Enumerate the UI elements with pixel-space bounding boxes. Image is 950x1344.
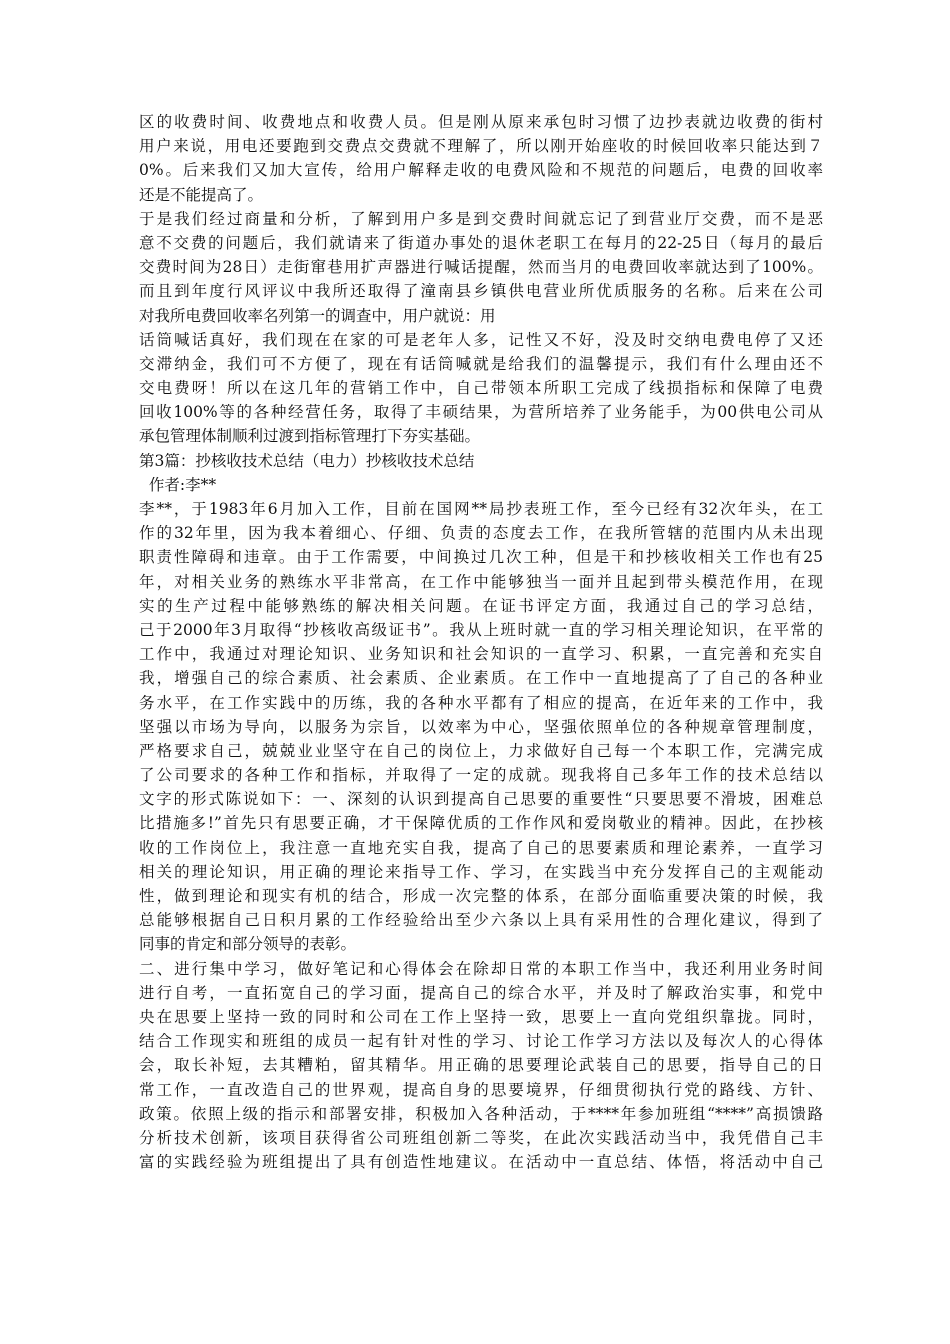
text-line: 承包管理体制顺利过渡到指标管理打下夯实基础。 <box>139 427 481 446</box>
text-line: 区的收费时间、收费地点和收费人员。但是刚从原来承包时习惯了边抄表就边收费的街村 <box>139 113 823 131</box>
text-line: 政策。依照上级的指示和部署安排，积极加入各种活动，于****年参加班组“****”高损馈路 <box>139 1104 823 1123</box>
text-line: 实的生产过程中能够熟练的解决相关问题。在证书评定方面，我通过自己的学习总结， <box>139 596 823 615</box>
text-line: 结合工作现实和班组的成员一起有针对性的学习、讨论工作学习方法以及每次人的心得体 <box>139 1032 823 1051</box>
text-line: 意不交费的问题后，我们就请来了街道办事处的退休老职工在每月的22-25日（每月的最后 <box>139 233 823 252</box>
text-line: 了公司要求的各种工作和指标，并取得了一定的成就。现我将自己多年工作的技术总结以 <box>139 766 823 785</box>
text-line: 央在思要上坚持一致的同时和公司在工作上坚持一致，思要上一直向党组织靠拢。同时， <box>139 1007 823 1026</box>
text-line: 交滞纳金，我们可不方便了，现在有话筒喊就是给我们的温馨提示，我们有什么理由还不 <box>139 354 823 373</box>
text-line: 进行自考，一直拓宽自己的学习面，提高自己的综合水平，并及时了解政治实事，和党中 <box>139 983 823 1002</box>
document-body-text <box>139 110 823 1174</box>
text-line: 同事的肯定和部分领导的表彰。 <box>139 935 357 954</box>
text-line: 话筒喊话真好，我们现在在家的可是老年人多，记性又不好，没及时交纳电费电停了又还 <box>139 330 823 349</box>
text-line: 回收100%等的各种经营任务，取得了丰硕结果，为营所培养了业务能手，为00供电公司从 <box>139 403 823 422</box>
text-line: 作的32年里，因为我本着细心、仔细、负责的态度去工作，在我所管辖的范围内从未出现 <box>139 524 823 543</box>
text-line: 常工作，一直改造自己的世界观，提高自身的思要境界，仔细贯彻执行党的路线、方针、 <box>139 1080 823 1099</box>
text-line: 还是不能提高了。 <box>139 185 264 204</box>
text-line: 于是我们经过商量和分析，了解到用户多是到交费时间就忘记了到营业厅交费，而不是恶 <box>139 209 823 228</box>
text-line: 相关的理论知识，用正确的理论来指导工作、学习，在实践当中充分发挥自己的主观能动 <box>139 862 823 881</box>
text-line: 己于2000年3月取得“抄核收高级证书”。我从上班时就一直的学习相关理论知识，在平常的 <box>139 620 823 639</box>
text-line: 性，做到理论和现实有机的结合，形成一次完整的体系，在部分面临重要决策的时候，我 <box>139 887 823 905</box>
text-line: 李**，于1983年6月加入工作，目前在国网**局抄表班工作，至今已经有32次年头，在工 <box>139 500 823 518</box>
text-line: 对我所电费回收率名列第一的调查中，用户就说：用 <box>139 306 496 325</box>
text-line: 0%。后来我们又加大宣传，给用户解释走收的电费风险和不规范的问题后，电费的回收率 <box>139 161 823 180</box>
text-line: 年，对相关业务的熟练水平非常高，在工作中能够独当一面并且起到带头模范作用，在现 <box>139 572 823 591</box>
text-line: 工作中，我通过对理论知识、业务知识和社会知识的一直学习、积累，一直完善和充实自 <box>139 645 823 664</box>
text-line: 文字的形式陈说如下：一、深刻的认识到提高自己思要的重要性“只要思要不滑坡，困难总 <box>139 790 823 809</box>
text-line: 用户来说，用电还要跑到交费点交费就不理解了，所以刚开始座收的时候回收率只能达到７ <box>139 137 823 156</box>
text-line: 我，增强自己的综合素质、社会素质、企业素质。在工作中一直地提高了了自己的各种业 <box>139 669 823 688</box>
text-line: 会，取长补短，去其糟粕，留其精华。用正确的思要理论武装自己的思要，指导自己的日 <box>139 1056 823 1075</box>
text-line: 严格要求自己，兢兢业业坚守在自己的岗位上，力求做好自己每一个本职工作，完满完成 <box>139 741 823 760</box>
text-line: 职责性障碍和违章。由于工作需要，中间换过几次工种，但是干和抄核收相关工作也有25 <box>139 548 823 567</box>
text-line: 总能够根据自己日积月累的工作经验给出至少六条以上具有采用性的合理化建议，得到了 <box>139 911 823 930</box>
text-line: 交电费呀！所以在这几年的营销工作中，自己带领本所职工完成了线损指标和保障了电费 <box>139 379 823 398</box>
text-line: 而且到年度行风评议中我所还取得了潼南县乡镇供电营业所优质服务的名称。后来在公司 <box>139 282 823 301</box>
text-line: 第3篇：抄核收技术总结（电力）抄核收技术总结 <box>139 451 475 470</box>
text-line: 坚强以市场为导向，以服务为宗旨，以效率为中心，坚强依照单位的各种规章管理制度， <box>139 717 823 736</box>
text-line: 收的工作岗位上，我注意一直地充实自我，提高了自己的思要素质和理论素养，一直学习 <box>139 838 823 857</box>
text-line: 务水平，在工作实践中的历练，我的各种水平都有了相应的提高，在近年来的工作中，我 <box>139 693 823 712</box>
text-line: 分析技术创新，该项目获得省公司班组创新二等奖，在此次实践活动当中，我凭借自己丰 <box>139 1128 823 1147</box>
text-line: 交费时间为28日）走街窜巷用扩声器进行喊话提醒，然而当月的电费回收率就达到了100%。 <box>139 258 823 277</box>
text-line: 比措施多!”首先只有思要正确，才干保障优质的工作作风和爱岗敬业的精神。因此，在抄核 <box>139 814 823 833</box>
text-line: 作者:李** <box>139 475 217 494</box>
text-line: 富的实践经验为班组提出了具有创造性地建议。在活动中一直总结、体悟，将活动中自己 <box>139 1153 823 1172</box>
text-line: 二、进行集中学习，做好笔记和心得体会在除却日常的本职工作当中，我还利用业务时间 <box>139 959 823 978</box>
